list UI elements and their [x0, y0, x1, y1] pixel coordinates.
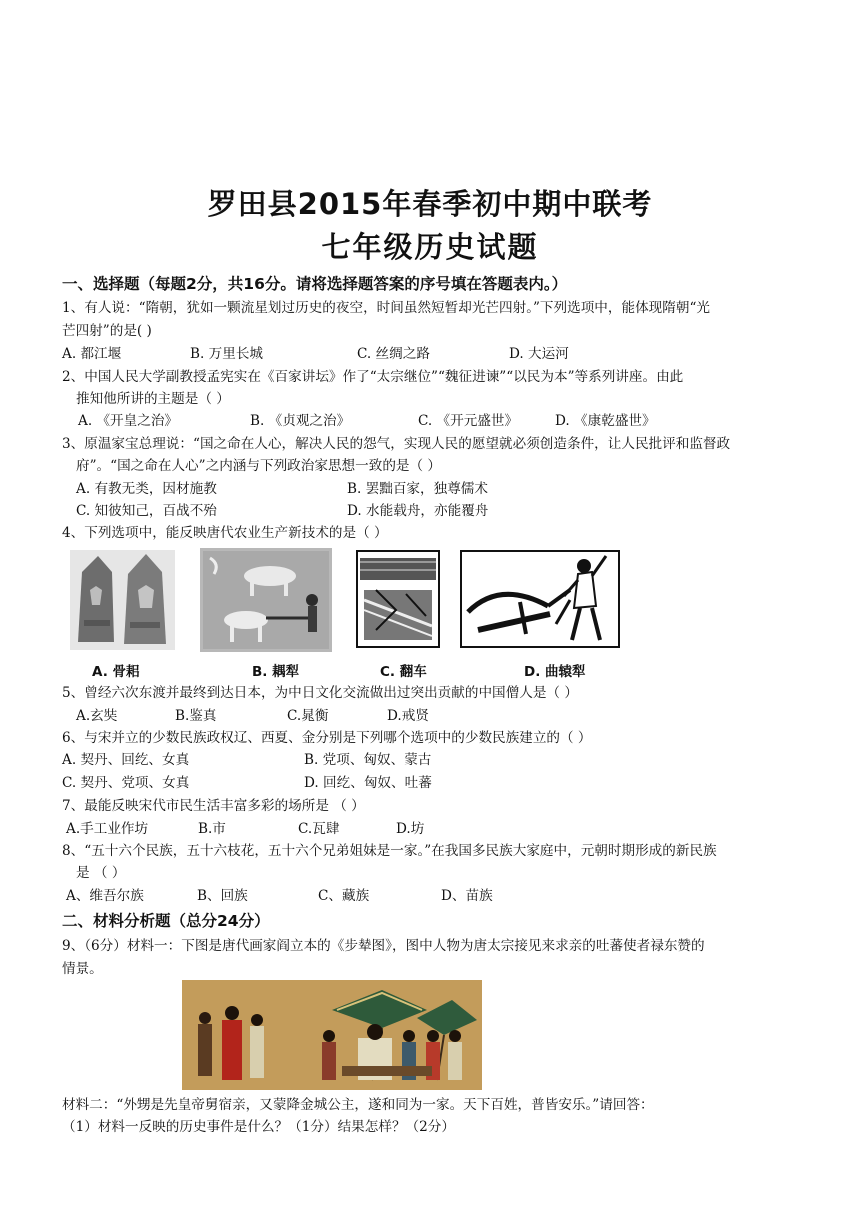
q8-option-a: A、维吾尔族: [66, 888, 144, 904]
q4-caption-c: C. 翻车: [380, 664, 427, 680]
q1-option-c: C. 丝绸之路: [357, 346, 430, 362]
q2-option-d: D. 《康乾盛世》: [555, 413, 656, 429]
q5-option-d: D.戒贤: [387, 708, 429, 724]
q5-stem: 5、曾经六次东渡并最终到达日本，为中日文化交流做出过突出贡献的中国僧人是（ ）: [62, 685, 578, 701]
q6-option-c: C. 契丹、党项、女真: [62, 775, 190, 791]
q6-option-a: A. 契丹、回纥、女真: [62, 752, 190, 768]
q7-option-c: C.瓦肆: [298, 821, 340, 837]
q3-stem-line2: 府”。“国之命在人心”之内涵与下列政治家思想一致的是（ ）: [76, 458, 442, 474]
q8-option-b: B、回族: [197, 888, 248, 904]
q1-option-b: B. 万里长城: [190, 346, 264, 362]
q7-stem: 7、最能反映宋代市民生活丰富多彩的场所是 （ ）: [62, 798, 365, 814]
q6-option-b: B. 党项、匈奴、蒙古: [304, 752, 432, 768]
q3-option-d: D. 水能载舟，亦能覆舟: [347, 503, 489, 519]
q1-option-d: D. 大运河: [509, 346, 569, 362]
bone-spade-image: [70, 550, 175, 650]
q5-option-b: B.鉴真: [175, 708, 217, 724]
q8-stem-line2: 是 （ ）: [76, 865, 126, 881]
chain-pump-image: [356, 550, 440, 648]
q1-option-a: A. 都江堰: [62, 346, 122, 362]
q3-stem-line1: 3、原温家宝总理说：“国之命在人心，解决人民的怨气，实现人民的愿望就必须创造条件，让人民批评和监督政: [62, 436, 731, 452]
exam-title: 罗田县2015年春季初中期中联考: [207, 187, 653, 221]
q7-option-d: D.坊: [396, 821, 425, 837]
q6-option-d: D. 回纥、匈奴、吐蕃: [304, 775, 432, 791]
q8-option-c: C、藏族: [318, 888, 370, 904]
q4-caption-b: B. 耦犁: [252, 664, 300, 680]
q9-material-2: 材料二：“外甥是先皇帝舅宿亲，又蒙降金城公主，遂和同为一家。天下百姓，普皆安乐。”请回答：: [62, 1097, 654, 1113]
q7-option-b: B.市: [198, 821, 226, 837]
section-2-heading: 二、材料分析题（总分24分）: [62, 912, 270, 930]
q2-option-a: A. 《开皇之治》: [78, 413, 179, 429]
q9-sub-question-1: （1）材料一反映的历史事件是什么？（1分）结果怎样？（2分）: [62, 1119, 455, 1135]
ox-plough-relief-image: [200, 548, 332, 652]
q2-option-b: B. 《贞观之治》: [250, 413, 351, 429]
q3-option-c: C. 知彼知己，百战不殆: [76, 503, 217, 519]
q4-caption-a: A. 骨耜: [92, 664, 140, 680]
curved-shaft-plough-image: [460, 550, 620, 648]
q4-stem: 4、下列选项中，能反映唐代农业生产新技术的是（ ）: [62, 525, 388, 541]
q1-stem-line1: 1、有人说：“隋朝，犹如一颗流星划过历史的夜空，时间虽然短暂却光芒四射。”下列选项中，能体现隋朝“光: [62, 300, 711, 316]
q5-option-a: A.玄奘: [76, 708, 118, 724]
q2-option-c: C. 《开元盛世》: [418, 413, 519, 429]
section-1-heading: 一、选择题（每题2分，共16分。请将选择题答案的序号填在答题表内。）: [62, 275, 568, 293]
q5-option-c: C.晁衡: [287, 708, 329, 724]
bunian-tu-painting-image: [182, 980, 482, 1090]
q4-caption-d: D. 曲辕犁: [524, 664, 586, 680]
q3-option-b: B. 罢黜百家，独尊儒术: [347, 481, 488, 497]
q8-option-d: D、苗族: [441, 888, 493, 904]
exam-subtitle: 七年级历史试题: [321, 230, 539, 264]
q7-option-a: A.手工业作坊: [66, 821, 149, 837]
q9-stem-line2: 情景。: [62, 961, 103, 977]
q9-stem-line1: 9、（6分）材料一：下图是唐代画家阎立本的《步辇图》，图中人物为唐太宗接见来求亲的吐蕃使者禄东赞的: [62, 938, 705, 954]
q3-option-a: A. 有教无类，因材施教: [76, 481, 217, 497]
q2-stem-line1: 2、中国人民大学副教授孟宪实在《百家讲坛》作了“太宗继位”“魏征进谏”“以民为本”等系列讲座。由此: [62, 369, 684, 385]
q2-stem-line2: 推知他所讲的主题是（ ）: [76, 391, 230, 407]
q1-stem-line2: 芒四射”的是( ): [62, 323, 152, 339]
q8-stem-line1: 8、“五十六个民族，五十六枝花，五十六个兄弟姐妹是一家。”在我国多民族大家庭中，元朝时期形成的新民族: [62, 843, 717, 859]
q6-stem: 6、与宋并立的少数民族政权辽、西夏、金分别是下列哪个选项中的少数民族建立的（ ）: [62, 730, 592, 746]
